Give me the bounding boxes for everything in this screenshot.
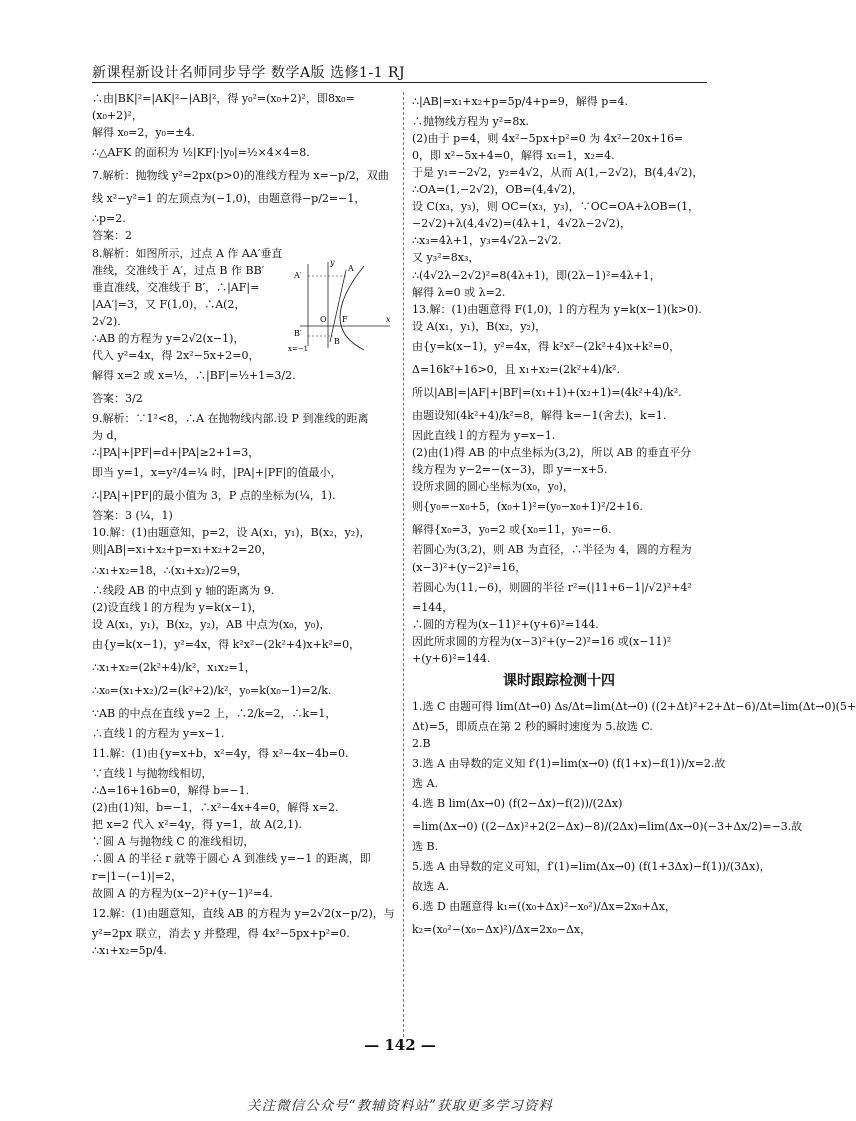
section-title: 课时跟踪检测十四 [503, 672, 615, 689]
label-a-prime: A′ [294, 271, 302, 280]
text-line: 若圆心为(3,2)，则 AB 为直径，∴半径为 4，圆的方程为 [412, 543, 692, 557]
text-line: ∴直线 l 的方程为 y=x−1. [92, 727, 225, 741]
text-line: 解得 x=2 或 x=½，∴|BF|=½+1=3/2. [92, 368, 296, 382]
text-line: 2√2). [92, 314, 121, 328]
text-line: ∴(4√2λ−2√2)²=8(4λ+1)，即(2λ−1)²=4λ+1， [412, 268, 661, 282]
text-line: ∴p=2. [92, 212, 126, 226]
text-line: 则{y₀=−x₀+5，(x₀+1)²=(y₀−x₀+1)²/2+16. [412, 500, 643, 514]
right-solutions-block [412, 90, 706, 667]
text-line: ∴圆的方程为(x−11)²+(y+6)²=144. [412, 617, 599, 631]
header-rule [92, 82, 707, 83]
text-line: ∴Δ=16+16b=0，解得 b=−1. [92, 784, 250, 798]
text-line: 5.选 A 由导数的定义可知，f′(1)=lim(Δx→0) (f(1+3Δx)−f(1))/(3Δx)， [412, 860, 771, 874]
text-line: 4.选 B lim(Δx→0) (f(2−Δx)−f(2))/(2Δx) [412, 796, 623, 810]
text-line: 选 B. [412, 840, 439, 854]
parabola-curve [340, 266, 364, 350]
text-line: ∴x₀=(x₁+x₂)/2=(k²+2)/k²，y₀=k(x₀−1)=2/k. [92, 683, 332, 697]
page-number: — 142 — [364, 1036, 436, 1054]
text-line: 于是 y₁=−2√2，y₂=4√2，从而 A(1,−2√2)，B(4,4√2)， [412, 166, 704, 180]
text-line: 7.解析：抛物线 y²=2px(p>0)的准线方程为 x=−p/2，双曲 [92, 169, 389, 183]
text-line: ∴由|BK|²=|AK|²−|AB|²，得 y₀²=(x₀+2)²，即8x₀= [92, 92, 355, 105]
text-line: 由题设知(4k²+4)/k²=8，解得 k=−1(舍去)，k=1. [412, 408, 667, 422]
text-line: ∴圆 A 的半径 r 就等于圆心 A 到准线 y=−1 的距离，即 [92, 852, 371, 866]
text-line: 11.解：(1)由{y=x+b，x²=4y，得 x²−4x−4b=0. [92, 747, 349, 761]
label-o: O [320, 315, 327, 324]
text-line: ∵AB 的中点在直线 y=2 上，∴2/k=2，∴k=1， [92, 707, 337, 721]
text-line: ∴|PA|+|PF|=d+|PA|≥2+1=3， [92, 446, 260, 460]
text-line: 因此直线 l 的方程为 y=x−1. [412, 429, 556, 443]
label-x: x [386, 315, 391, 324]
text-line: 线 x²−y²=1 的左顶点为(−1,0)，由题意得−p/2=−1， [92, 192, 366, 206]
text-line: y²=2px 联立，消去 y 并整理，得 4x²−5px+p²=0. [92, 926, 350, 940]
text-line: 准线，交准线于 A′，过点 B 作 BB′ [92, 263, 265, 277]
text-line: 6.选 D 由题意得 k₁=((x₀+Δx)²−x₀²)/Δx=2x₀+Δx， [412, 900, 676, 914]
text-line: 为 d， [92, 429, 125, 443]
text-line: ∴x₁+x₂=5p/4. [92, 943, 167, 957]
label-directrix: x=−1 [288, 345, 309, 353]
text-line: k₂=(x₀²−(x₀−Δx)²)/Δx=2x₀−Δx， [412, 923, 592, 937]
text-line: 答案：3/2 [92, 391, 143, 405]
text-line: r=|1−(−1)|=2， [92, 869, 183, 883]
text-line: (x₀+2)²， [92, 109, 143, 123]
text-line: 答案：2 [92, 229, 132, 243]
text-line: 故圆 A 的方程为(x−2)²+(y−1)²=4. [92, 886, 273, 900]
text-line: Δt)=5，即质点在第 2 秒的瞬时速度为 5.故选 C. [412, 719, 653, 733]
label-y: y [330, 258, 335, 267]
left-column [92, 90, 395, 959]
text-line: =lim(Δx→0) ((2−Δx)²+2(2−Δx)−8)/(2Δx)=lim(Δx→0)(−3+Δx/2)=−3.故 [412, 819, 803, 833]
text-line: −2√2)+λ(4,4√2)=(4λ+1，4√2λ−2√2)， [412, 217, 631, 231]
text-line: 9.解析：∵1²<8，∴A 在抛物线内部.设 P 到准线的距离 [92, 412, 369, 426]
text-line: 13.解：(1)由题意得 F(1,0)，l 的方程为 y=k(x−1)(k>0). [412, 302, 702, 316]
text-line: ∴|AB|=x₁+x₂+p=5p/4+p=9，解得 p=4. [412, 95, 629, 108]
text-line: 3.选 A 由导数的定义知 f′(1)=lim(x→0) (f(1+x)−f(1))/x=2.故 [412, 756, 726, 770]
right-column [412, 90, 856, 941]
text-line: ∴|PA|+|PF|的最小值为 3，P 点的坐标为(¼，1). [92, 489, 336, 503]
text-line: 则|AB|=x₁+x₂+p=x₁+x₂+2=20， [92, 543, 273, 557]
label-b: B [334, 337, 340, 346]
text-line: ∴x₃=4λ+1，y₃=4√2λ−2√2. [412, 234, 562, 248]
text-line: (x−3)²+(y−2)²=16， [412, 560, 527, 574]
text-line: 由{y=k(x−1)，y²=4x，得 k²x²−(2k²+4)x+k²=0， [92, 637, 361, 651]
parabola-figure [286, 256, 394, 352]
text-line: ∴线段 AB 的中点到 y 轴的距离为 9. [92, 583, 275, 597]
text-line: (2)由(1)知，b=−1，∴x²−4x+4=0，解得 x=2. [92, 801, 339, 815]
text-line: +(y+6)²=144. [412, 651, 491, 665]
text-line: 设 A(x₁，y₁)，B(x₂，y₂)，AB 中点为(x₀，y₀)， [92, 617, 331, 631]
text-line: 0，即 x²−5x+4=0，解得 x₁=1，x₂=4. [412, 149, 615, 163]
text-line: 即当 y=1，x=y²/4=¼ 时，|PA|+|PF|的值最小， [92, 466, 342, 480]
text-line: 答案：3 (¼，1) [92, 509, 173, 523]
text-line: 12.解：(1)由题意知，直线 AB 的方程为 y=2√2(x−p/2)，与 [92, 906, 395, 920]
text-line: ∴OA=(1,−2√2)，OB=(4,4√2)， [412, 183, 583, 197]
text-line: =144， [412, 600, 454, 614]
text-line: 2.B [412, 736, 431, 750]
text-line: 故选 A. [412, 880, 449, 894]
right-exercises-block [412, 695, 856, 942]
text-line: 所以|AB|=|AF|+|BF|=(x₁+1)+(x₂+1)=(4k²+4)/k². [412, 385, 682, 399]
text-line: ∴x₁+x₂=(2k²+4)/k²，x₁x₂=1， [92, 660, 256, 674]
text-line: 解得{x₀=3，y₀=2 或{x₀=11，y₀=−6. [412, 523, 612, 537]
text-line: 解得 λ=0 或 λ=2. [412, 285, 506, 299]
text-line: 设所求圆的圆心坐标为(x₀，y₀)， [412, 480, 574, 494]
text-line: 选 A. [412, 776, 438, 790]
text-line: 由{y=k(x−1)，y²=4x，得 k²x²−(2k²+4)x+k²=0， [412, 339, 681, 353]
text-line: 8.解析：如图所示，过点 A 作 AA′垂直 [92, 246, 283, 260]
text-line: (2)由(1)得 AB 的中点坐标为(3,2)，所以 AB 的垂直平分 [412, 446, 692, 460]
text-line: 若圆心为(11,−6)，则圆的半径 r²=(|11+6−1|/√2)²+4² [412, 580, 692, 594]
column-divider [403, 92, 404, 1037]
text-line: 解得 x₀=2，y₀=±4. [92, 126, 195, 140]
text-line: 把 x=2 代入 x²=4y，得 y=1，故 A(2,1). [92, 818, 302, 832]
text-line: ∴抛物线方程为 y²=8x. [412, 115, 530, 129]
text-line: ∴AB 的方程为 y=2√2(x−1)， [92, 331, 245, 345]
label-b-prime: B′ [294, 329, 302, 338]
text-line: 线方程为 y−2=−(x−3)，即 y=−x+5. [412, 463, 608, 477]
text-line: 代入 y²=4x，得 2x²−5x+2=0， [92, 348, 260, 362]
text-line: ∴△AFK 的面积为 ½|KF|·|y₀|=½×4×4=8. [92, 146, 310, 160]
text-line: ∵圆 A 与抛物线 C 的准线相切， [92, 835, 255, 849]
text-line: 因此所求圆的方程为(x−3)²+(y−2)²=16 或(x−11)² [412, 634, 672, 648]
text-line: 垂直准线，交准线于 B′，∴|AF|= [92, 280, 260, 294]
text-line: 10.解：(1)由题意知，p=2，设 A(x₁，y₁)，B(x₂，y₂)， [92, 526, 371, 540]
text-line: (2)设直线 l 的方程为 y=k(x−1)， [92, 600, 263, 614]
text-line: (2)由于 p=4，则 4x²−5px+p²=0 为 4x²−20x+16= [412, 132, 684, 146]
footer-note: 关注微信公众号“教辅资料站”获取更多学习资料 [247, 1098, 553, 1114]
text-line: Δ=16k²+16>0，且 x₁+x₂=(2k²+4)/k². [412, 362, 620, 376]
running-header: 新课程新设计名师同步导学 数学A版 选修1-1 RJ [92, 65, 406, 81]
label-f: F [342, 315, 348, 324]
text-line: 设 A(x₁，y₁)，B(x₂，y₂)， [412, 319, 547, 333]
text-line: ∴x₁+x₂=18，∴(x₁+x₂)/2=9， [92, 563, 248, 577]
text-line: 设 C(x₃，y₃)，则 OC=(x₃，y₃)，∵OC=OA+λOB=(1， [412, 200, 700, 214]
text-line: |AA′|=3，又 F(1,0)，∴A(2， [92, 297, 246, 311]
text-line: 1.选 C 由题可得 lim(Δt→0) Δs/Δt=lim(Δt→0) ((2+Δt)²+2+Δt−6)/Δt=lim(Δt→0)(5+ [412, 699, 856, 713]
text-line: ∵直线 l 与抛物线相切， [92, 767, 213, 781]
text-line: 又 y₃²=8x₃， [412, 251, 480, 265]
label-a: A [348, 264, 354, 273]
